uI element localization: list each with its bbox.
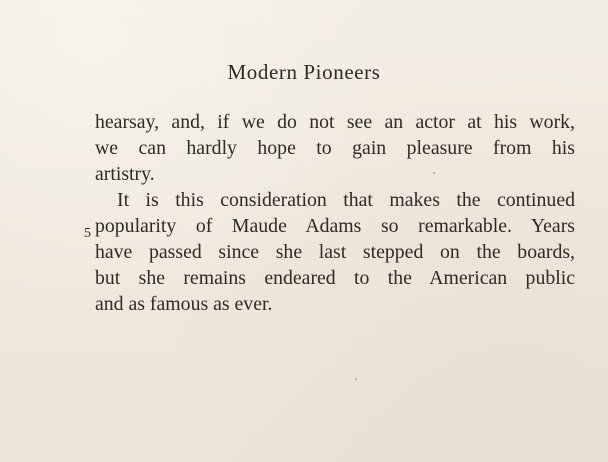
text-line: have passed since she last stepped on the boards, — [95, 241, 575, 263]
text-line: and as famous as ever. — [95, 293, 273, 315]
text-line: we can hardly hope to gain pleasure from his — [95, 137, 575, 159]
text-line: artistry. — [95, 163, 155, 185]
line-number: 5 — [84, 226, 91, 241]
paper-speck — [433, 172, 435, 174]
text-line: but she remains endeared to the American public — [95, 267, 575, 289]
text-line: It is this consideration that makes the continued — [117, 189, 575, 211]
paper-speck — [355, 378, 357, 380]
body-text — [95, 109, 575, 317]
running-head: Modern Pioneers — [227, 60, 381, 84]
text-line: hearsay, and, if we do not see an actor at his work, — [95, 111, 575, 133]
text-line: popularity of Maude Adams so remarkable. Years — [95, 215, 575, 237]
